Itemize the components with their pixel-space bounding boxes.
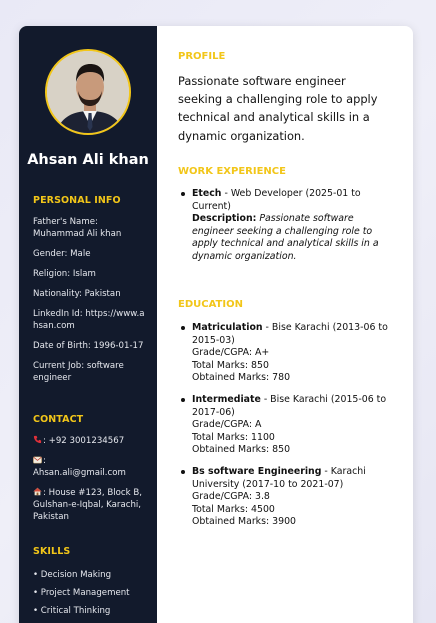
education-total-marks: Total Marks: 4500 xyxy=(192,503,275,515)
education-heading: EDUCATION xyxy=(178,299,243,310)
contact-heading: CONTACT xyxy=(33,414,84,425)
skills-list xyxy=(33,569,130,623)
work-company: Etech xyxy=(192,188,222,199)
house-icon xyxy=(33,487,42,496)
education-grade: Grade/CGPA: A xyxy=(192,419,262,431)
profile-photo xyxy=(45,49,131,135)
personal-gender: Gender: Male xyxy=(33,249,91,259)
personal-religion: Religion: Islam xyxy=(33,269,96,279)
education-degree: Intermediate xyxy=(192,393,261,405)
education-detail: - Bise Karachi (2013-06 to 2015-03) xyxy=(192,322,388,346)
main-content xyxy=(178,26,398,623)
education-degree: Matriculation xyxy=(192,322,263,333)
phone-icon xyxy=(33,435,42,444)
sidebar xyxy=(19,26,157,623)
personal-linkedin: LinkedIn Id: https://www.ahsan.com xyxy=(33,309,145,331)
education-entry xyxy=(178,322,398,385)
education-entry xyxy=(178,394,398,457)
contact-address: : House #123, Block B, Gulshan-e-Iqbal, Karachi, Pakistan xyxy=(33,488,142,522)
skill-item: • Project Management xyxy=(33,588,130,598)
bullet-dot xyxy=(181,398,185,402)
contact-phone: : +92 3001234567 xyxy=(43,436,125,446)
contact-address-row xyxy=(33,487,147,523)
education-list xyxy=(178,322,398,538)
personal-info-heading: PERSONAL INFO xyxy=(33,195,121,206)
education-grade: Grade/CGPA: A+ xyxy=(192,347,270,359)
work-description-label: Description: xyxy=(192,213,257,225)
education-total-marks: Total Marks: 1100 xyxy=(192,431,275,443)
contact-email-prefix: : xyxy=(43,456,46,466)
work-description: Passionate software engineer seeking a challenging role to apply technical and analytical skills in a dynamic organization. xyxy=(192,213,379,262)
profile-summary: Passionate software engineer seeking a challenging role to apply technical and analytical skills in a dynamic organization. xyxy=(178,74,378,143)
profile-heading: PROFILE xyxy=(178,51,226,62)
bullet-dot xyxy=(181,192,185,196)
contact-email-row xyxy=(33,455,147,479)
education-detail: - Karachi University (2017-10 to 2021-07) xyxy=(192,465,366,490)
contact-email[interactable]: Ahsan.ali@gmail.com xyxy=(33,468,126,478)
contact-list xyxy=(33,435,147,531)
resume-page xyxy=(19,26,413,623)
education-detail: - Bise Karachi (2015-06 to 2017-06) xyxy=(192,393,387,418)
candidate-name: Ahsan Ali khan xyxy=(27,152,149,168)
profile-photo-illustration xyxy=(47,51,131,135)
education-degree: Bs software Engineering xyxy=(192,465,322,477)
education-entry xyxy=(178,466,398,529)
education-total-marks: Total Marks: 850 xyxy=(192,359,269,371)
personal-current-job: Current Job: software engineer xyxy=(33,361,124,383)
bullet-dot xyxy=(181,470,185,474)
skills-heading: SKILLS xyxy=(33,546,71,557)
email-icon xyxy=(33,456,42,464)
personal-dob: Date of Birth: 1996-01-17 xyxy=(33,341,144,351)
education-obtained-marks: Obtained Marks: 3900 xyxy=(192,516,296,528)
personal-info-list xyxy=(33,216,147,392)
work-role: - Web Developer (2025-01 to Current) xyxy=(192,188,361,212)
skill-item: • Decision Making xyxy=(33,570,112,580)
work-experience-heading: WORK EXPERIENCE xyxy=(178,166,286,177)
personal-nationality: Nationality: Pakistan xyxy=(33,289,121,299)
bullet-dot xyxy=(181,326,185,330)
work-experience-list xyxy=(178,188,398,273)
personal-father-name: Father's Name: Muhammad Ali khan xyxy=(33,217,122,239)
education-obtained-marks: Obtained Marks: 850 xyxy=(192,444,291,456)
work-entry xyxy=(178,188,398,264)
skill-item: • Critical Thinking xyxy=(33,606,111,616)
contact-phone-row xyxy=(33,435,147,447)
education-obtained-marks: Obtained Marks: 780 xyxy=(192,372,291,384)
education-grade: Grade/CGPA: 3.8 xyxy=(192,491,270,503)
